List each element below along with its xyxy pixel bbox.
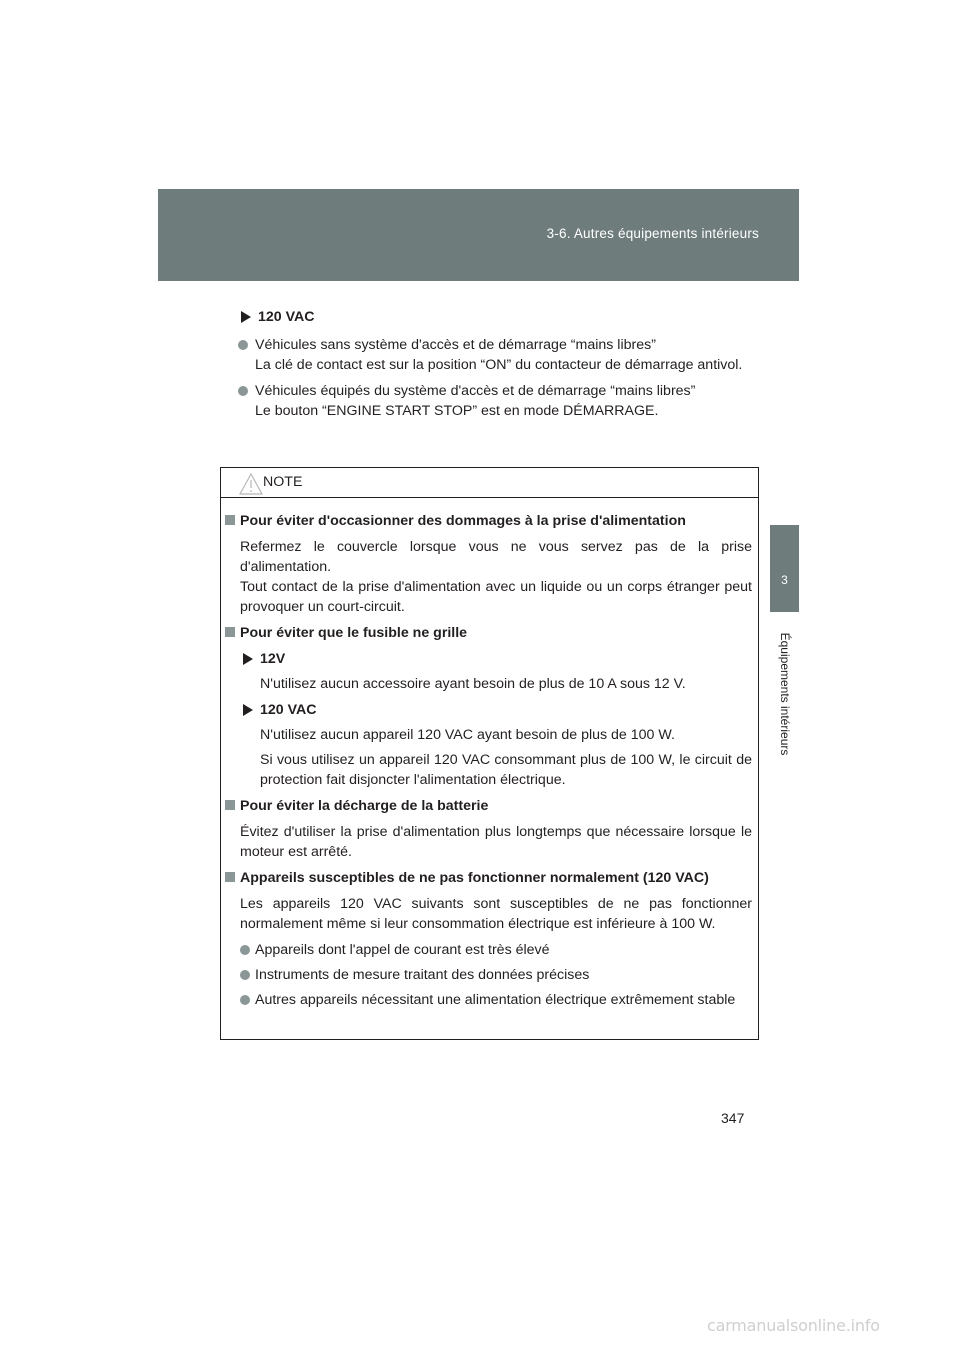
paragraph: Tout contact de la prise d'alimentation avec un liquide ou un corps étranger peut provoquer un court-circuit.	[240, 579, 752, 615]
watermark: carmanualsonline.info	[707, 1316, 880, 1335]
note-box	[220, 467, 759, 1040]
arrow-icon	[243, 653, 253, 665]
paragraph: Refermez le couvercle lorsque vous ne vous servez pas de la prise d'alimentation.	[240, 539, 752, 575]
note-heading	[223, 623, 752, 643]
note-heading	[223, 796, 752, 816]
list-item	[223, 965, 752, 985]
note-body	[221, 498, 758, 1010]
note-title: NOTE	[263, 474, 303, 490]
list-item-text: Appareils dont l'appel de courant est très élevé	[255, 942, 550, 958]
section-header-band	[158, 189, 799, 281]
list-item	[223, 940, 752, 960]
note-heading	[223, 511, 752, 531]
note-header	[221, 468, 758, 498]
list-item-text: Instruments de mesure traitant des données précises	[255, 967, 590, 983]
note-heading-text: Pour éviter que le fusible ne grille	[240, 625, 468, 641]
arrow-icon	[241, 311, 251, 323]
item-title: Véhicules sans système d'accès et de démarrage “mains libres”	[255, 337, 656, 353]
bullet-icon	[238, 340, 248, 350]
bullet-icon	[240, 995, 250, 1005]
voltage-label: 12V	[260, 651, 286, 667]
list-item	[238, 335, 758, 375]
bullet-icon	[240, 970, 250, 980]
voltage-heading	[238, 307, 758, 327]
chapter-number: 3	[781, 573, 788, 587]
bullet-icon	[238, 386, 248, 396]
heading-text: 120 VAC	[258, 309, 315, 325]
item-title: Véhicules équipés du système d'accès et de démarrage “mains libres”	[255, 383, 696, 399]
page-number: 347	[721, 1110, 745, 1126]
section-title: 3-6. Autres équipements intérieurs	[546, 226, 759, 241]
voltage-heading	[223, 649, 752, 669]
item-text: La clé de contact est sur la position “ON” du contacteur de démarrage antivol.	[255, 357, 743, 373]
square-bullet-icon	[225, 800, 235, 810]
paragraph: Les appareils 120 VAC suivants sont susceptibles de ne pas fonctionner normalement même si leur consommation électrique est inférieure à 100 W.	[240, 896, 752, 932]
note-heading	[223, 868, 752, 888]
paragraph: Si vous utilisez un appareil 120 VAC consommant plus de 100 W, le circuit de protection fait disjoncter l'alimentation électrique.	[260, 752, 752, 788]
list-item-text: Autres appareils nécessitant une alimentation électrique extrêmement stable	[255, 992, 736, 1008]
square-bullet-icon	[225, 515, 235, 525]
bullet-icon	[240, 945, 250, 955]
list-item	[238, 381, 758, 421]
chapter-label: Équipements intérieurs	[778, 632, 792, 756]
note-heading-text: Pour éviter d'occasionner des dommages à la prise d'alimentation	[240, 513, 686, 529]
power-conditions-section	[238, 307, 758, 421]
list-item	[223, 990, 752, 1010]
paragraph: Évitez d'utiliser la prise d'alimentation plus longtemps que nécessaire lorsque le moteur est arrêté.	[240, 824, 752, 860]
warning-triangle-icon	[239, 473, 263, 495]
note-heading-text: Pour éviter la décharge de la batterie	[240, 798, 489, 814]
paragraph: N'utilisez aucun appareil 120 VAC ayant besoin de plus de 100 W.	[260, 727, 675, 743]
square-bullet-icon	[225, 627, 235, 637]
arrow-icon	[243, 704, 253, 716]
paragraph: N'utilisez aucun accessoire ayant besoin de plus de 10 A sous 12 V.	[260, 676, 686, 692]
square-bullet-icon	[225, 872, 235, 882]
item-text: Le bouton “ENGINE START STOP” est en mode DÉMARRAGE.	[255, 403, 659, 419]
voltage-label: 120 VAC	[260, 702, 317, 718]
chapter-tab	[770, 525, 799, 612]
note-heading-text: Appareils susceptibles de ne pas fonctionner normalement (120 VAC)	[240, 870, 709, 886]
voltage-heading	[223, 700, 752, 720]
